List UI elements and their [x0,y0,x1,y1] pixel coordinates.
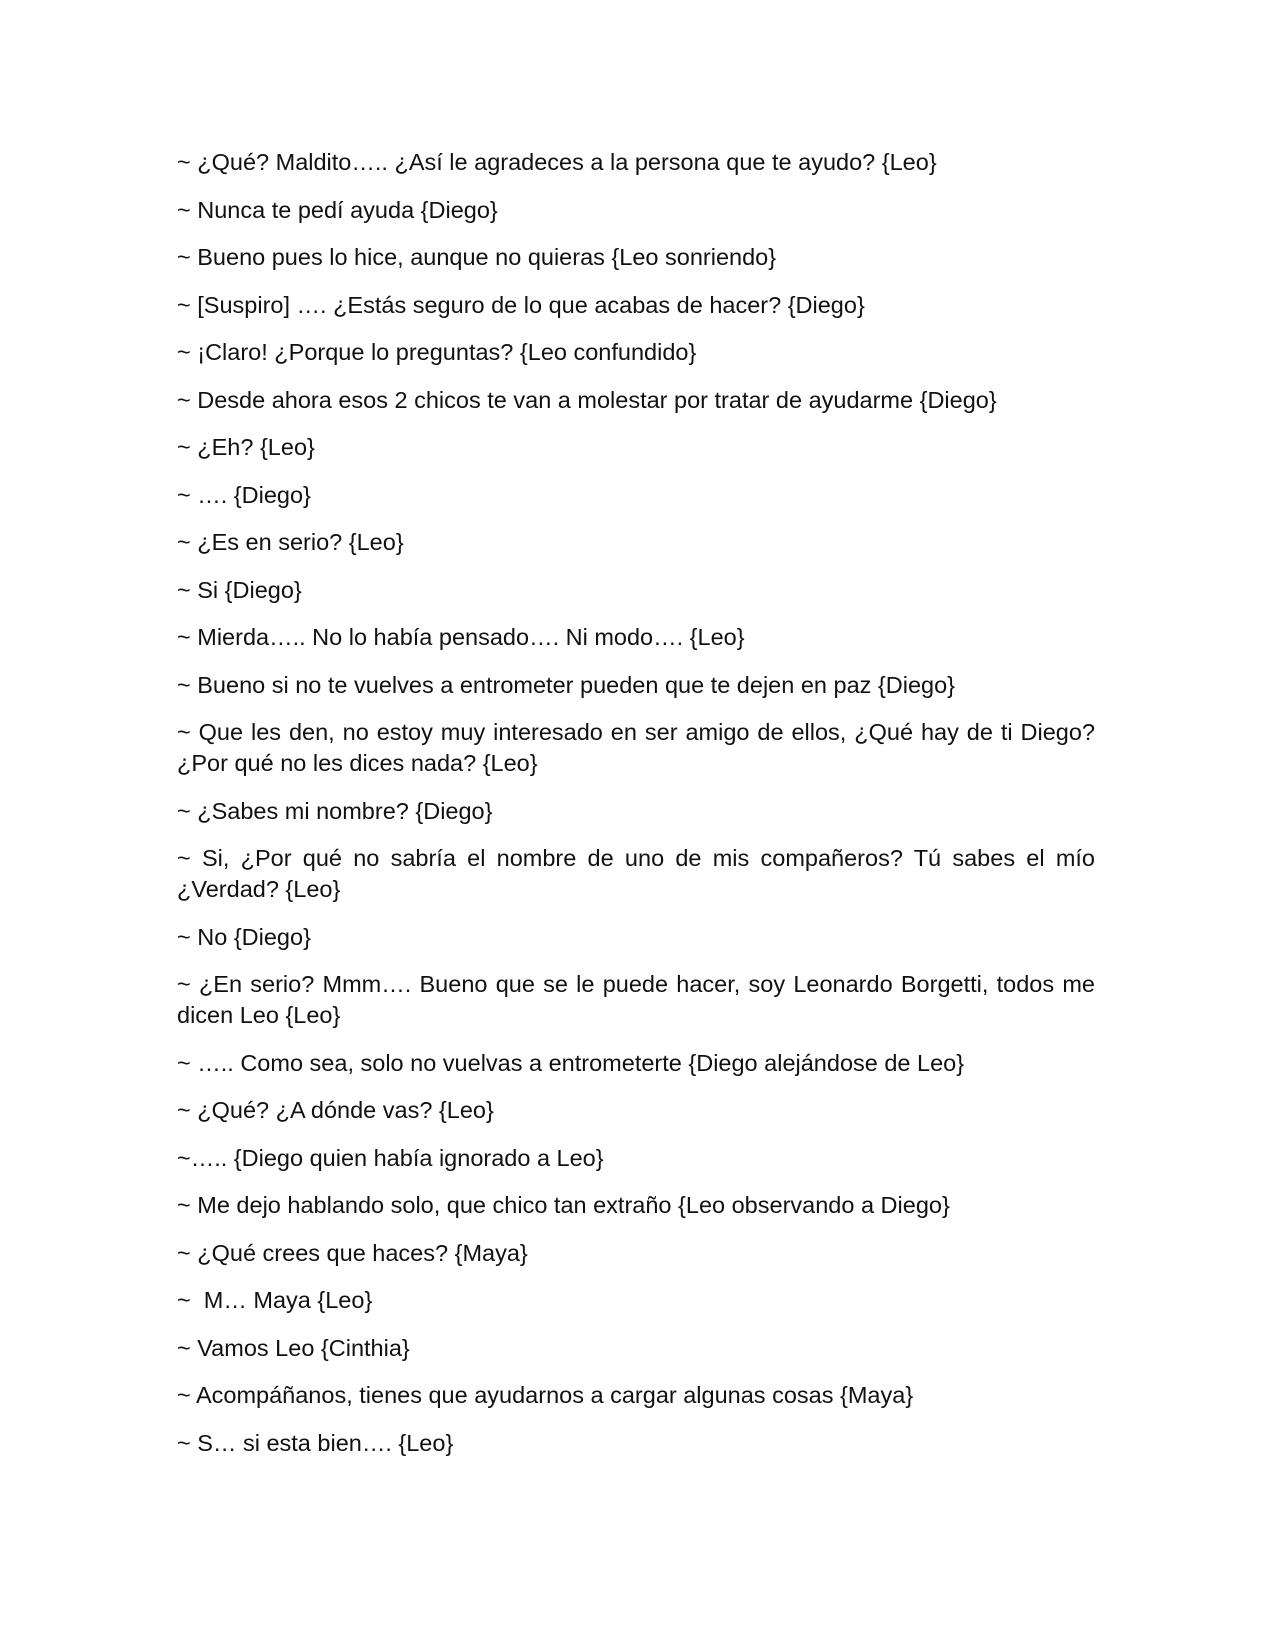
dialogue-line: ~….. {Diego quien había ignorado a Leo} [177,1144,604,1171]
dialogue-line: ~ Que les den, no estoy muy interesado en ser amigo de ellos, ¿Qué hay de ti Diego? ¿Por qué no les dices nada? {Leo} [177,719,1102,776]
dialogue-line: ~ Desde ahora esos 2 chicos te van a molestar por tratar de ayudarme {Diego} [177,386,997,413]
dialogue-line: ~ Vamos Leo {Cinthia} [177,1334,410,1361]
dialogue-line: ~ Si {Diego} [177,576,302,603]
dialogue-line: ~ M… Maya {Leo} [177,1287,373,1313]
dialogue-line: ~ ¿Qué? Maldito….. ¿Así le agradeces a la persona que te ayudo? {Leo} [177,149,937,175]
dialogue-line: ~ Nunca te pedí ayuda {Diego} [177,196,498,223]
dialogue-line: ~ ¿Sabes mi nombre? {Diego} [177,797,493,824]
dialogue-line: ~ ¡Claro! ¿Porque lo preguntas? {Leo confundido} [177,339,697,365]
dialogue-line: ~ …. {Diego} [177,481,311,508]
dialogue-line: ~ ….. Como sea, solo no vuelvas a entrometerte {Diego alejándose de Leo} [177,1049,965,1076]
dialogue-line: ~ [Suspiro] …. ¿Estás seguro de lo que acabas de hacer? {Diego} [177,291,865,318]
dialogue-line: ~ ¿Es en serio? {Leo} [177,529,404,555]
dialogue-line: ~ Acompáñanos, tienes que ayudarnos a cargar algunas cosas {Maya} [177,1382,914,1408]
dialogue-line: ~ Mierda….. No lo había pensado…. Ni modo…. {Leo} [177,624,745,650]
dialogue-line: ~ ¿En serio? Mmm…. Bueno que se le puede hacer, soy Leonardo Borgetti, todos me dicen Leo {Leo} [177,971,1102,1028]
dialogue-text [177,147,1102,1475]
dialogue-line: ~ ¿Qué? ¿A dónde vas? {Leo} [177,1097,494,1123]
dialogue-line: ~ S… si esta bien…. {Leo} [177,1429,454,1456]
dialogue-line: ~ Si, ¿Por qué no sabría el nombre de uno de mis compañeros? Tú sabes el mío ¿Verdad? {Leo} [177,845,1102,902]
dialogue-line: ~ Bueno pues lo hice, aunque no quieras {Leo sonriendo} [177,244,777,270]
dialogue-line: ~ ¿Qué crees que haces? {Maya} [177,1239,528,1266]
dialogue-line: ~ Me dejo hablando solo, que chico tan extraño {Leo observando a Diego} [177,1192,950,1218]
dialogue-line: ~ Bueno si no te vuelves a entrometer pueden que te dejen en paz {Diego} [177,671,956,698]
dialogue-line: ~ ¿Eh? {Leo} [177,434,315,460]
dialogue-line: ~ No {Diego} [177,923,311,950]
